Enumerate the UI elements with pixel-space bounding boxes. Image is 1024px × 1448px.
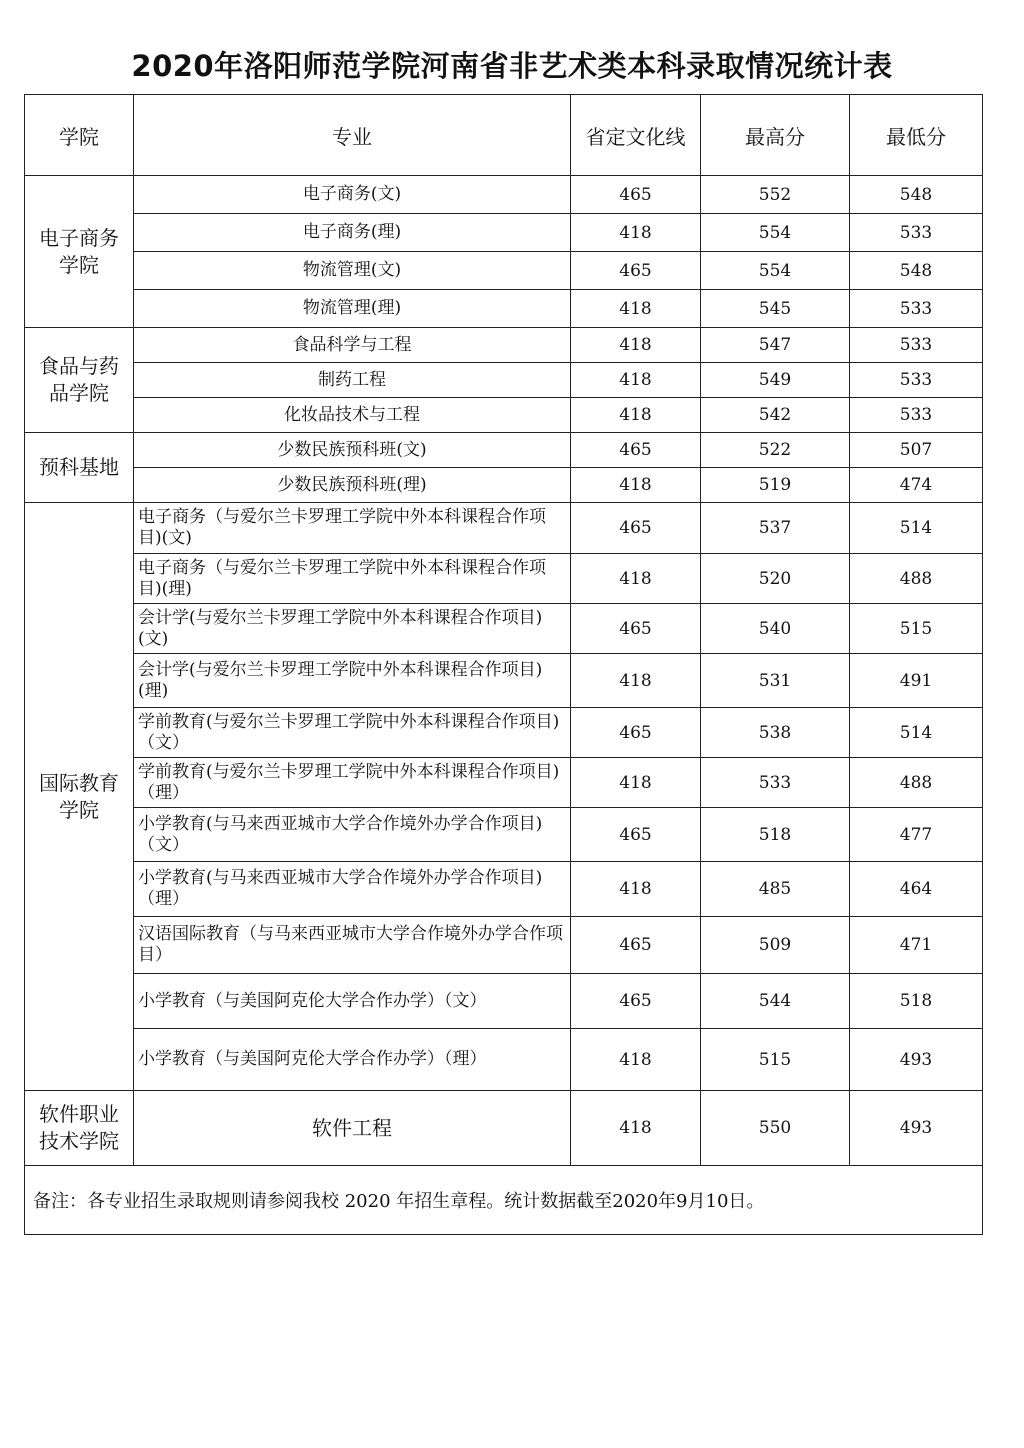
max-cell: 509 [701,917,850,974]
major-cell: 会计学(与爱尔兰卡罗理工学院中外本科课程合作项目)(文) [134,604,571,654]
line-cell: 418 [571,654,701,708]
college-name: 学院 [59,252,99,277]
min-cell: 533 [850,290,983,328]
header-line: 省定文化线 [571,95,701,176]
college-name: 软件职业 [39,1102,119,1126]
table-row [25,974,983,1029]
major-cell: 汉语国际教育（与马来西亚城市大学合作境外办学合作项目） [134,917,571,974]
min-cell: 493 [850,1091,983,1166]
table-row [25,328,983,363]
table-row [25,176,983,214]
major-cell: 小学教育(与马来西亚城市大学合作境外办学合作项目)（理） [134,862,571,917]
max-cell: 537 [701,503,850,554]
line-cell: 418 [571,862,701,917]
max-cell: 544 [701,974,850,1029]
table-row [25,290,983,328]
header-college: 学院 [25,95,134,176]
header-row [25,95,983,176]
min-cell: 533 [850,214,983,252]
min-cell: 548 [850,176,983,214]
table-row [25,917,983,974]
line-cell: 418 [571,328,701,363]
table-row [25,252,983,290]
line-cell: 465 [571,808,701,862]
college-name: 国际教育 [39,770,119,795]
major-cell: 会计学(与爱尔兰卡罗理工学院中外本科课程合作项目)(理) [134,654,571,708]
major-cell: 电子商务（与爱尔兰卡罗理工学院中外本科课程合作项目)(理) [134,554,571,604]
max-cell: 531 [701,654,850,708]
major-cell: 学前教育(与爱尔兰卡罗理工学院中外本科课程合作项目)（文） [134,708,571,758]
min-cell: 491 [850,654,983,708]
min-cell: 533 [850,398,983,433]
college-name: 食品与药 [39,354,119,378]
max-cell: 540 [701,604,850,654]
max-cell: 515 [701,1029,850,1091]
max-cell: 554 [701,252,850,290]
line-cell: 418 [571,468,701,503]
college-name: 预科基地 [39,455,119,479]
line-cell: 418 [571,214,701,252]
college-name: 品学院 [49,381,109,405]
table-row [25,503,983,554]
major-cell: 电子商务(理) [134,214,571,252]
max-cell: 485 [701,862,850,917]
table-row [25,1029,983,1091]
max-cell: 552 [701,176,850,214]
college-name: 技术学院 [39,1129,119,1153]
note-row [25,1166,983,1235]
major-cell: 小学教育（与美国阿克伦大学合作办学）（文） [134,974,571,1029]
max-cell: 520 [701,554,850,604]
table-row [25,708,983,758]
line-cell: 465 [571,917,701,974]
max-cell: 547 [701,328,850,363]
min-cell: 464 [850,862,983,917]
max-cell: 550 [701,1091,850,1166]
line-cell: 418 [571,554,701,604]
major-cell: 物流管理(文) [134,252,571,290]
table-row [25,862,983,917]
line-cell: 465 [571,433,701,468]
college-cell [25,328,134,433]
major-cell: 电子商务(文) [134,176,571,214]
table-row [25,214,983,252]
major-cell: 小学教育（与美国阿克伦大学合作办学）（理） [134,1029,571,1091]
table-row [25,1091,983,1166]
header-min: 最低分 [850,95,983,176]
min-cell: 471 [850,917,983,974]
line-cell: 418 [571,398,701,433]
min-cell: 514 [850,708,983,758]
min-cell: 514 [850,503,983,554]
min-cell: 477 [850,808,983,862]
college-cell [25,503,134,1091]
college-cell [25,176,134,328]
max-cell: 542 [701,398,850,433]
max-cell: 545 [701,290,850,328]
table-row [25,808,983,862]
line-cell: 418 [571,758,701,808]
table-row [25,363,983,398]
major-cell: 软件工程 [134,1091,571,1166]
min-cell: 533 [850,328,983,363]
min-cell: 488 [850,758,983,808]
note-text: 备注：各专业招生录取规则请参阅我校 2020 年招生章程。统计数据截至2020年9月10日。 [25,1166,983,1235]
table-row [25,554,983,604]
min-cell: 507 [850,433,983,468]
min-cell: 474 [850,468,983,503]
major-cell: 少数民族预科班(文) [134,433,571,468]
header-major: 专业 [134,95,571,176]
min-cell: 548 [850,252,983,290]
max-cell: 538 [701,708,850,758]
major-cell: 化妆品技术与工程 [134,398,571,433]
major-cell: 电子商务（与爱尔兰卡罗理工学院中外本科课程合作项目)(文) [134,503,571,554]
max-cell: 518 [701,808,850,862]
line-cell: 465 [571,176,701,214]
table-row [25,654,983,708]
table-row [25,604,983,654]
table-row [25,758,983,808]
line-cell: 418 [571,1091,701,1166]
table-row [25,468,983,503]
major-cell: 小学教育(与马来西亚城市大学合作境外办学合作项目)（文） [134,808,571,862]
min-cell: 493 [850,1029,983,1091]
table-row [25,433,983,468]
major-cell: 食品科学与工程 [134,328,571,363]
line-cell: 418 [571,290,701,328]
max-cell: 533 [701,758,850,808]
page-title: 2020年洛阳师范学院河南省非艺术类本科录取情况统计表 [131,49,893,83]
header-max: 最高分 [701,95,850,176]
min-cell: 518 [850,974,983,1029]
max-cell: 554 [701,214,850,252]
college-name: 电子商务 [39,225,119,250]
college-name: 学院 [59,797,99,822]
min-cell: 533 [850,363,983,398]
line-cell: 465 [571,252,701,290]
major-cell: 少数民族预科班(理) [134,468,571,503]
line-cell: 465 [571,503,701,554]
line-cell: 418 [571,363,701,398]
admission-table [24,94,983,1235]
line-cell: 465 [571,708,701,758]
min-cell: 515 [850,604,983,654]
line-cell: 465 [571,974,701,1029]
line-cell: 465 [571,604,701,654]
major-cell: 制药工程 [134,363,571,398]
max-cell: 519 [701,468,850,503]
major-cell: 物流管理(理) [134,290,571,328]
college-cell [25,1091,134,1166]
major-cell: 学前教育(与爱尔兰卡罗理工学院中外本科课程合作项目)（理） [134,758,571,808]
college-cell [25,433,134,503]
max-cell: 522 [701,433,850,468]
max-cell: 549 [701,363,850,398]
table-row [25,398,983,433]
min-cell: 488 [850,554,983,604]
line-cell: 418 [571,1029,701,1091]
